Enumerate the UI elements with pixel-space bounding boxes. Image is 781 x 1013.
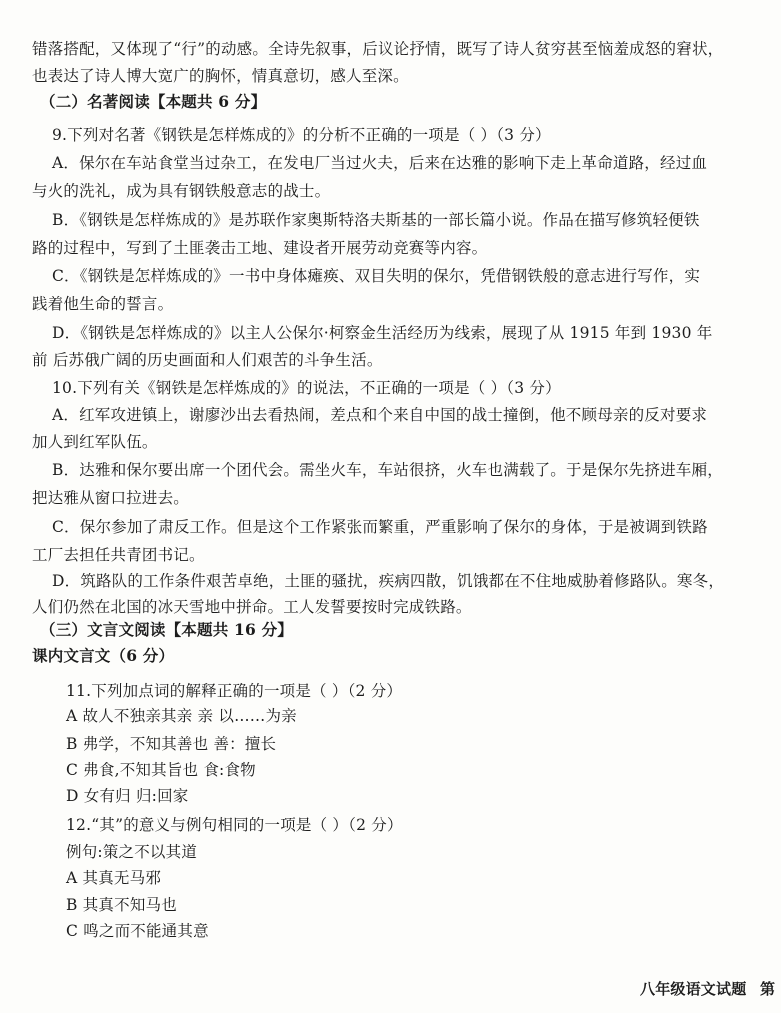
intro-line-2: 也表达了诗人博大宽广的胸怀，情真意切，感人至深。	[32, 67, 409, 85]
question-9-option-b: B．《钢铁是怎样炼成的》是苏联作家奥斯特洛夫斯基的一部长篇小说。作品在描写修筑轻便铁	[52, 211, 700, 229]
question-10-option-d-cont: 人们仍然在北国的冰天雪地中拼命。工人发誓要按时完成铁路。	[32, 598, 472, 616]
question-10-option-b: B．达雅和保尔要出席一个团代会。需坐火车，车站很挤，火车也满载了。于是保尔先挤进车厢，	[52, 461, 723, 479]
question-11-option-a: A 故人不独亲其亲 亲 以……为亲	[66, 707, 297, 725]
question-10-stem: 10.下列有关《钢铁是怎样炼成的》的说法，不正确的一项是（ ）（3 分）	[52, 379, 561, 397]
question-9-option-c-cont: 践着他生命的誓言。	[32, 295, 174, 313]
section-heading-classical-chinese: （三）文言文阅读【本题共 16 分】	[40, 620, 293, 639]
question-10-option-c: C．保尔参加了肃反工作。但是这个工作紧张而繁重，严重影响了保尔的身体，于是被调到铁路	[52, 518, 708, 536]
question-10-option-d: D．筑路队的工作条件艰苦卓绝，土匪的骚扰，疾病四散，饥饿都在不住地威胁着修路队。寒冬，	[52, 572, 725, 590]
question-11-option-d: D 女有归 归:回家	[66, 787, 189, 805]
question-11-option-c: C 弗食,不知其旨也 食:食物	[66, 761, 256, 779]
question-9-option-a: A．保尔在车站食堂当过杂工，在发电厂当过火夫，后来在达雅的影响下走上革命道路，经过血	[52, 154, 708, 172]
footer-exam-title: 八年级语文试题	[640, 980, 747, 998]
question-10-option-c-cont: 工厂去担任共青团书记。	[32, 546, 205, 564]
question-9-stem: 9.下列对名著《钢铁是怎样炼成的》的分析不正确的一项是（ ）（3 分）	[52, 126, 551, 144]
question-10-option-a-cont: 加人到红军队伍。	[32, 433, 158, 451]
question-12-option-a: A 其真无马邪	[66, 869, 162, 887]
section-heading-classics: （二）名著阅读【本题共 6 分】	[40, 92, 267, 111]
question-11-stem: 11.下列加点词的解释正确的一项是（ ）（2 分）	[66, 682, 403, 700]
question-9-option-c: C．《钢铁是怎样炼成的》一书中身体瘫痪、双目失明的保尔，凭借钢铁般的意志进行写作，实	[52, 267, 701, 285]
question-11-option-b: B 弗学，不知其善也 善：擅长	[66, 735, 277, 753]
question-9-option-d: D．《钢铁是怎样炼成的》以主人公保尔·柯察金生活经历为线索，展现了从 1915 年到 1930 年	[52, 324, 713, 342]
question-12-stem: 12.“其”的意义与例句相同的一项是（ ）（2 分）	[66, 816, 403, 834]
question-10-option-a: A．红军攻进镇上，谢廖沙出去看热闹，差点和个来自中国的战士撞倒，他不顾母亲的反对要求	[52, 406, 708, 424]
question-9-option-b-cont: 路的过程中，写到了土匪袭击工地、建设者开展劳动竞赛等内容。	[32, 239, 488, 257]
question-12-option-c: C 鸣之而不能通其意	[66, 922, 209, 940]
question-10-option-b-cont: 把达雅从窗口拉进去。	[32, 489, 190, 507]
subsection-heading-textbook: 课内文言文（6 分）	[32, 646, 175, 665]
question-9-option-d-cont: 前 后苏俄广阔的历史画面和人们艰苦的斗争生活。	[32, 351, 383, 369]
question-9-option-a-cont: 与火的洗礼，成为具有钢铁般意志的战士。	[32, 182, 331, 200]
question-12-option-b: B 其真不知马也	[66, 896, 177, 914]
footer-page-mark: 第	[760, 980, 776, 998]
question-12-example: 例句:策之不以其道	[66, 843, 198, 861]
intro-line-1: 错落搭配，又体现了“行”的动感。全诗先叙事，后议论抒情，既写了诗人贫穷甚至恼羞成怒的窘状，	[32, 40, 724, 58]
